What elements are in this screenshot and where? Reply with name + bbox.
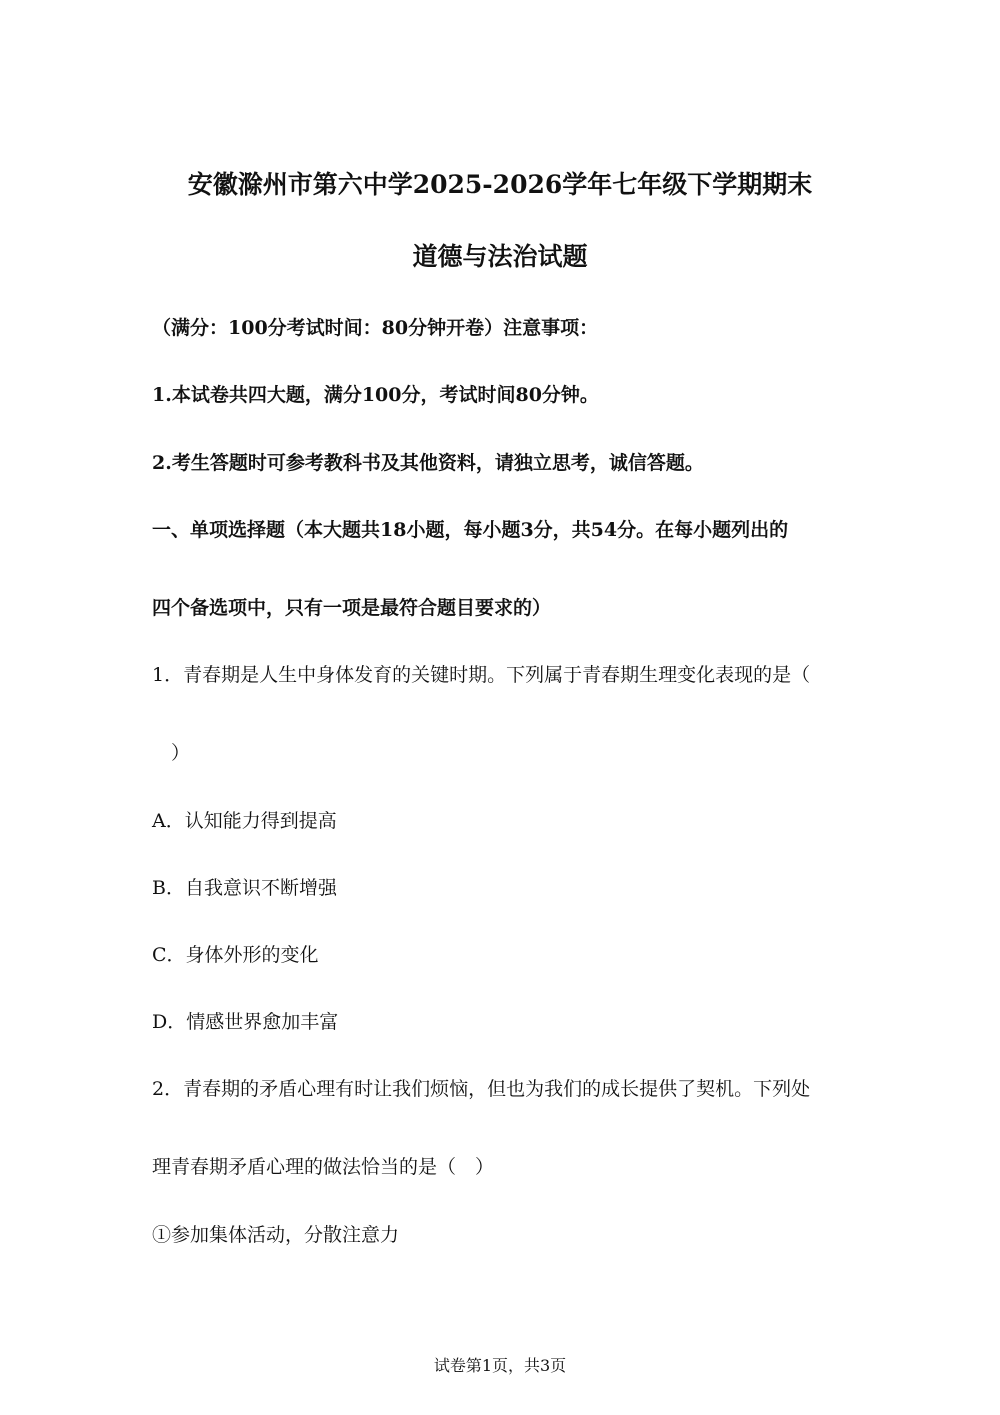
exam-subtitle: 道德与法治试题	[412, 242, 588, 271]
note-1: 1.本试卷共四大题，满分100分，考试时间80分钟。	[152, 384, 599, 406]
question-1-option-b: B．自我意识不断增强	[152, 877, 337, 899]
question-1-stem-line2: ）	[152, 742, 191, 764]
exam-info: （满分：100分考试时间：80分钟开卷）注意事项：	[152, 317, 599, 339]
section-heading-line1: 一、单项选择题（本大题共18小题，每小题3分，共54分。在每小题列出的	[152, 519, 789, 541]
page-footer: 试卷第1页，共3页	[433, 1356, 567, 1375]
section-heading-line2: 四个备选项中，只有一项是最符合题目要求的）	[152, 597, 552, 619]
question-2-stem-line2: 理青春期矛盾心理的做法恰当的是（ ）	[152, 1156, 495, 1178]
question-2-stem-line1: 2．青春期的矛盾心理有时让我们烦恼，但也为我们的成长提供了契机。下列处	[152, 1078, 811, 1100]
question-1-option-d: D．情感世界愈加丰富	[152, 1011, 339, 1033]
question-1-option-a: A．认知能力得到提高	[152, 810, 337, 832]
exam-title: 安徽滁州市第六中学2025-2026学年七年级下学期期末	[187, 170, 813, 199]
note-2: 2.考生答题时可参考教科书及其他资料，请独立思考，诚信答题。	[152, 452, 704, 474]
question-2-item-1: ①参加集体活动，分散注意力	[152, 1224, 400, 1246]
question-1-option-c: C．身体外形的变化	[152, 944, 319, 966]
question-1-stem-line1: 1．青春期是人生中身体发育的关键时期。下列属于青春期生理变化表现的是（	[152, 664, 811, 686]
